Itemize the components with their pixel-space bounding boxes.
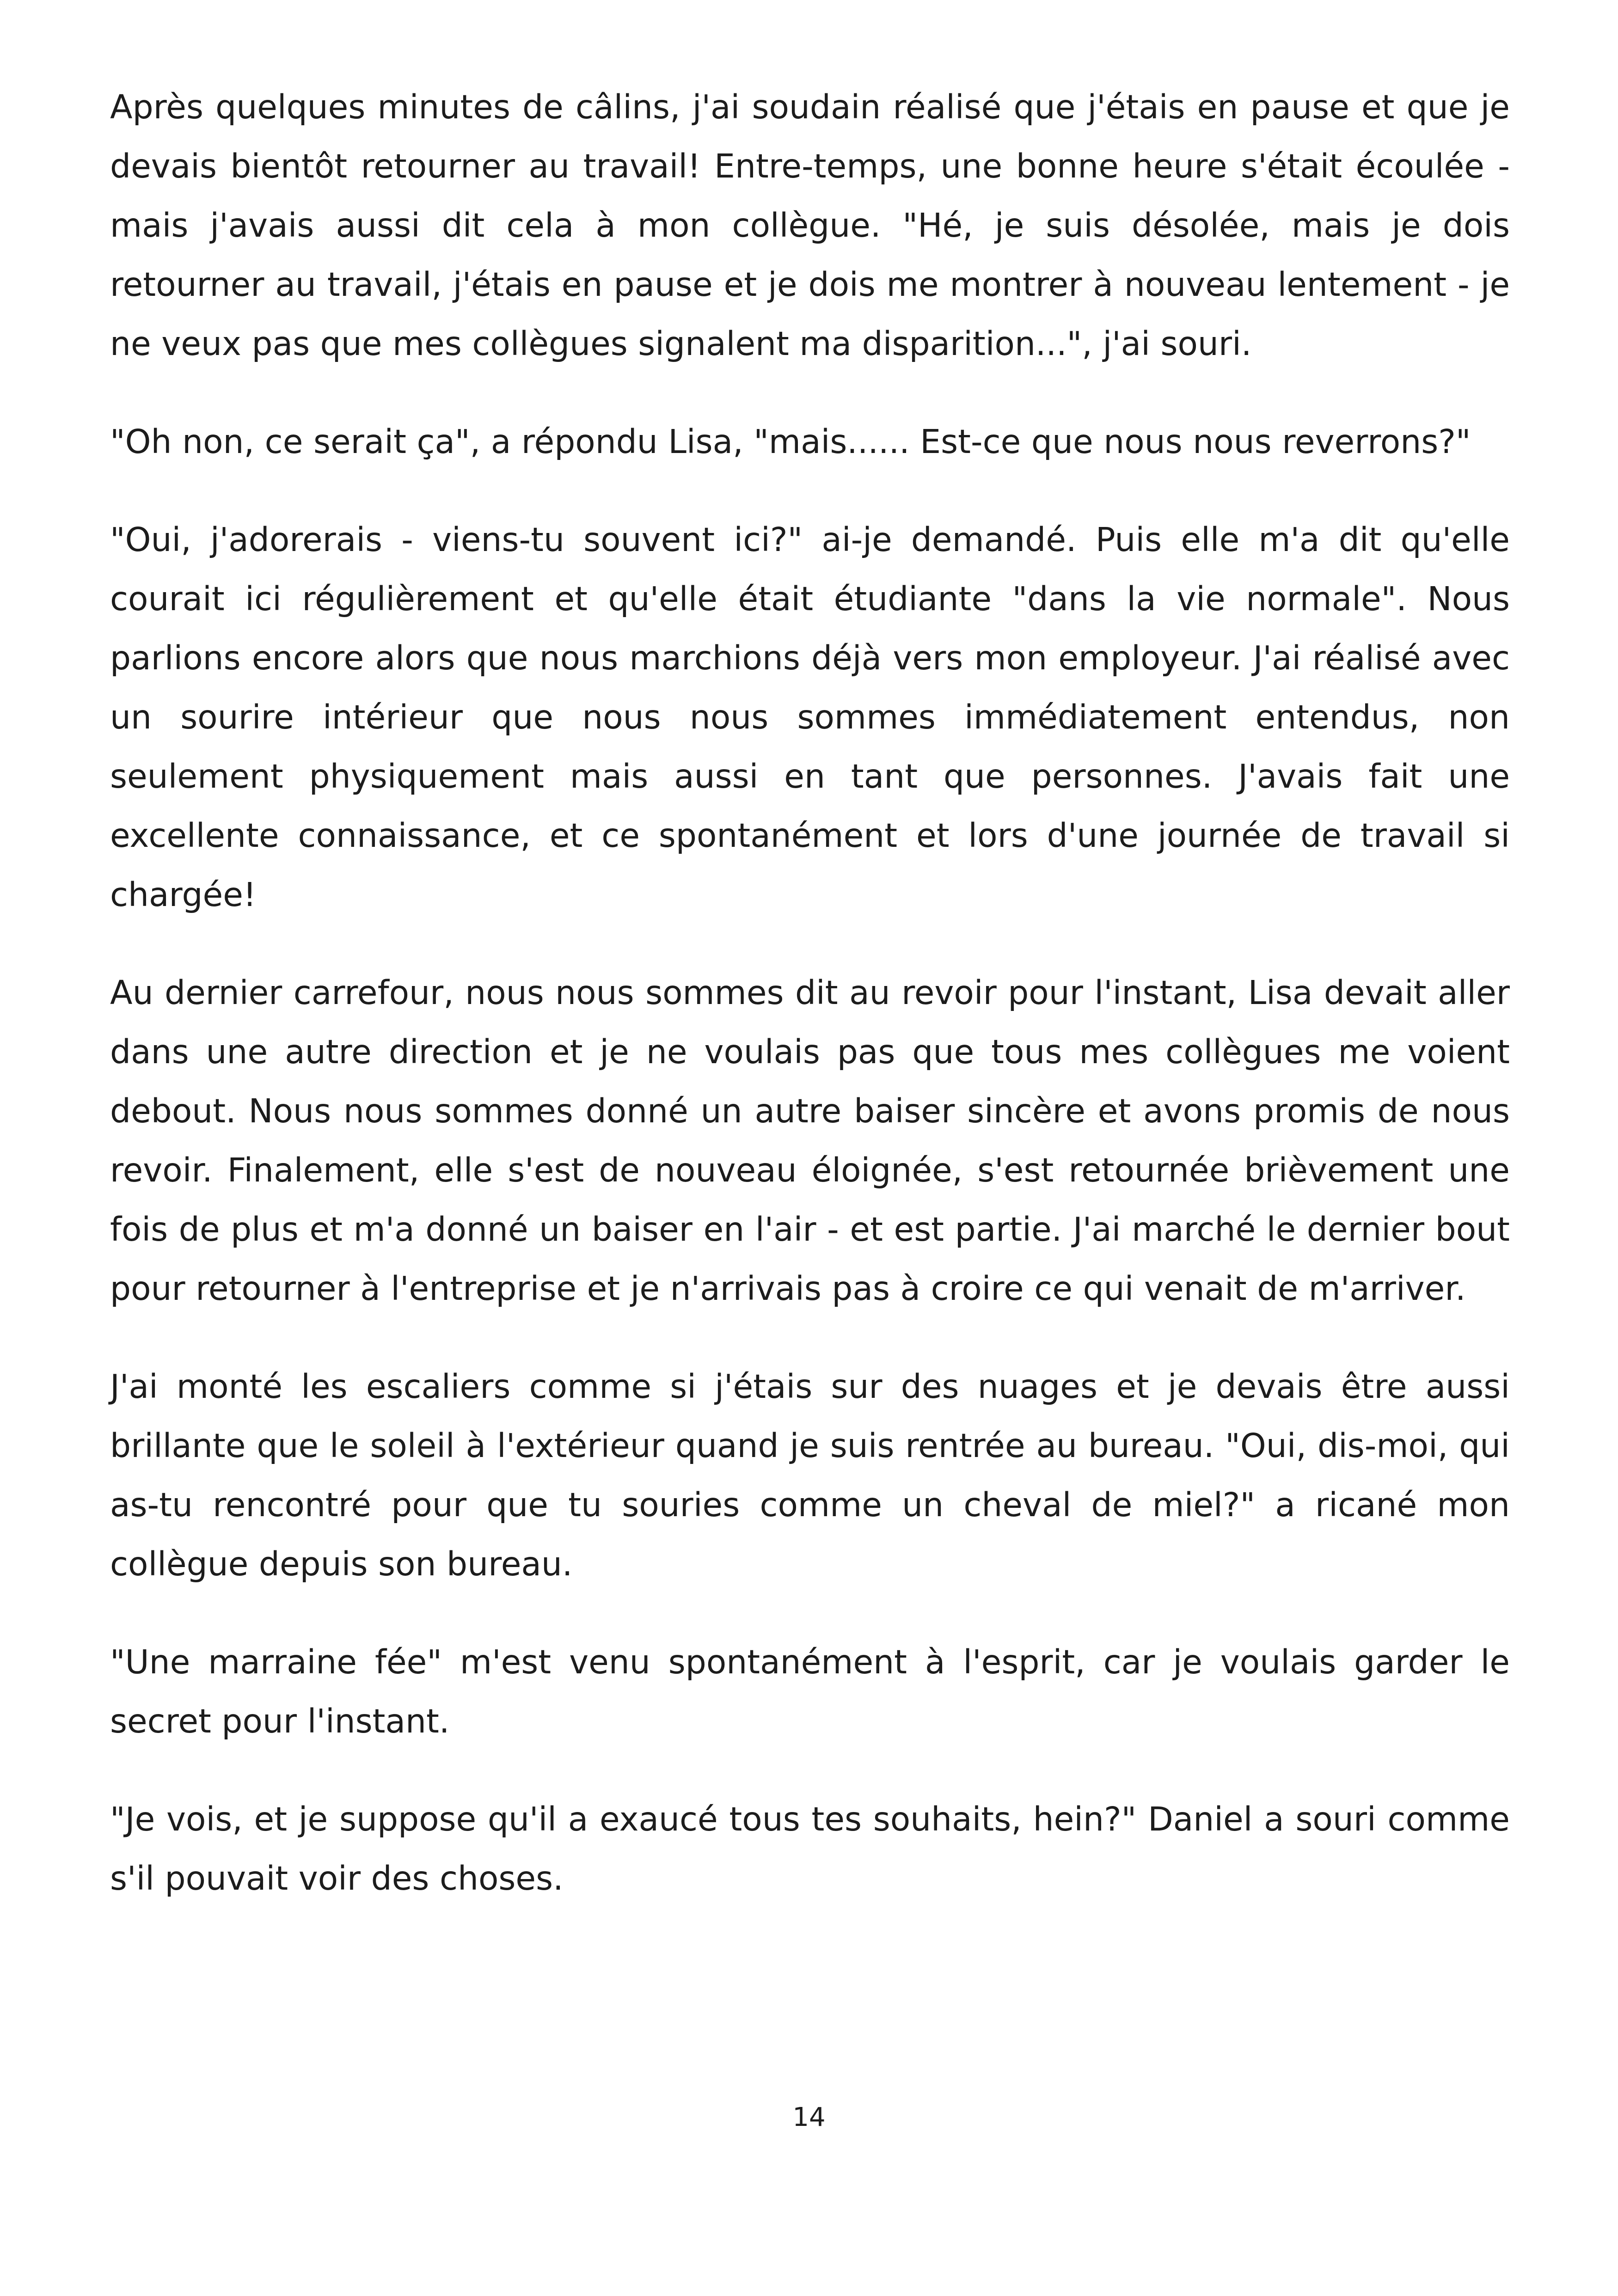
paragraph: Au dernier carrefour, nous nous sommes dit au revoir pour l'instant, Lisa devait aller dans une autre direction et je ne voulais pas que tous mes collègues me voient debout. Nous nous sommes donné un autre baiser sincère et avons promis de nous revoir. Finalement, elle s'est de nouveau éloignée, s'est retournée brièvement une fois de plus et m'a donné un baiser en l'air - et est partie. J'ai marché le dernier bout pour retourner à l'entreprise et je n'arrivais pas à croire ce qui venait de m'arriver. [110,974,1510,1308]
paragraph: "Oui, j'adorerais - viens-tu souvent ici?" ai-je demandé. Puis elle m'a dit qu'elle courait ici régulièrement et qu'elle était étudiante "dans la vie normale". Nous parlions encore alors que nous marchions déjà vers mon employeur. J'ai réalisé avec un sourire intérieur que nous nous sommes immédiatement entendus, non seulement physiquement mais aussi en tant que personnes. J'avais fait une excellente connaissance, et ce spontanément et lors d'une journée de travail si chargée! [110,520,1510,914]
paragraph: "Je vois, et je suppose qu'il a exaucé tous tes souhaits, hein?" Daniel a souri comme s'il pouvait voir des choses. [110,1800,1510,1898]
paragraph: "Oh non, ce serait ça", a répondu Lisa, "mais...... Est-ce que nous nous reverrons?" [110,422,1471,461]
paragraph: Après quelques minutes de câlins, j'ai soudain réalisé que j'étais en pause et que je devais bientôt retourner au travail! Entre-temps, une bonne heure s'était écoulée - mais j'avais aussi dit cela à mon collègue. "Hé, je suis désolée, mais je dois retourner au travail, j'étais en pause et je dois me montrer à nouveau lentement - je ne veux pas que mes collègues signalent ma disparition...", j'ai souri. [110,88,1510,363]
paragraph: "Une marraine fée" m'est venu spontanément à l'esprit, car je voulais garder le secret pour l'instant. [110,1643,1510,1740]
paragraph: J'ai monté les escaliers comme si j'étais sur des nuages et je devais être aussi brillante que le soleil à l'extérieur quand je suis rentrée au bureau. "Oui, dis-moi, qui as-tu rencontré pour que tu souries comme un cheval de miel?" a ricané mon collègue depuis son bureau. [110,1367,1510,1583]
page-number: 14 [792,2102,826,2132]
body-text [110,78,1510,1947]
